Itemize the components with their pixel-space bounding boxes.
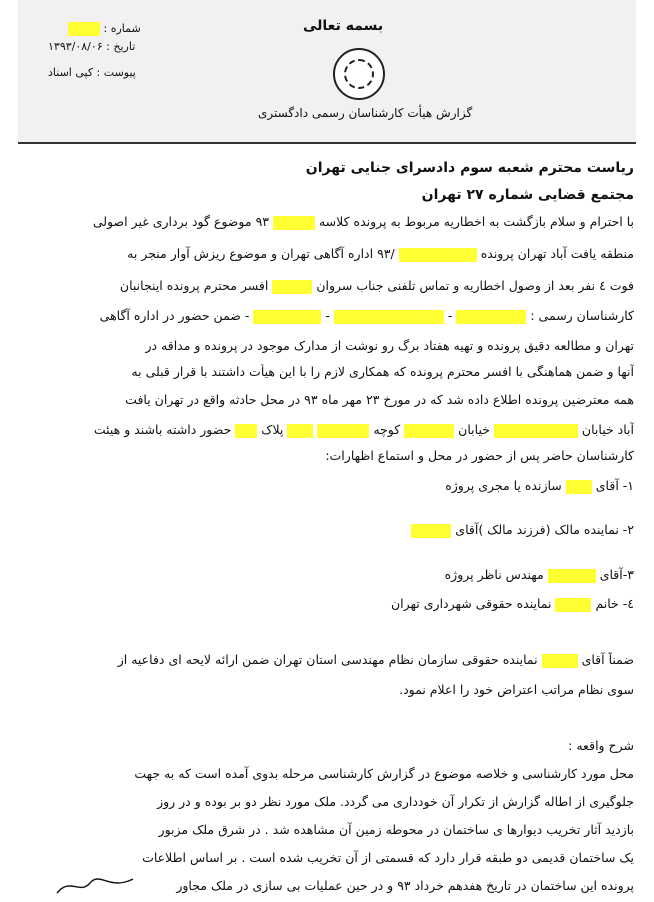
attendee-1: ۱- آقای سازنده یا مجری پروژه — [445, 478, 634, 493]
facts-heading: شرح واقعه : — [568, 738, 634, 753]
emblem-logo — [333, 48, 385, 100]
letterhead — [18, 0, 636, 144]
note-line-2: سوی نظام مراتب اعتراض خود را اعلام نمود. — [399, 682, 634, 697]
redacted-number — [68, 22, 100, 36]
signature-scribble — [55, 875, 135, 897]
date-value: ۱۳۹۳/۰۸/۰۶ — [48, 40, 103, 53]
redaction — [411, 524, 451, 538]
number-row: شماره : — [68, 22, 141, 36]
attendee-2: ۲- نماینده مالک (فرزند مالک )آقای — [411, 522, 634, 538]
body-line-1: با احترام و سلام بازگشت به اخطاریه مربوط به پرونده کلاسه ۹۳ موضوع گود برداری غیر اصولی — [92, 214, 634, 229]
attendee-4: ٤- خانم نماینده حقوقی شهرداری تهران — [391, 596, 634, 611]
redaction — [542, 654, 578, 668]
addressee-line-2: مجتمع قضایی شماره ۲۷ تهران — [421, 187, 634, 203]
bismillah: بسمه تعالی — [303, 18, 384, 34]
redaction — [273, 216, 315, 230]
facts-line-4: یک ساختمان قدیمی دو طبقه قرار دارد که قسمتی از آن تخریب شده است . بر اساس اطلاعات — [142, 850, 634, 865]
redaction — [548, 569, 596, 583]
attachment-label: پیوست : کپی اسناد — [48, 66, 136, 79]
report-title: گزارش هیأت کارشناسان رسمی دادگستری — [258, 106, 473, 120]
body-line-9: کارشناسان حاضر پس از حضور در محل و استماع اظهارات: — [325, 448, 634, 463]
attendee-3: ۳-آقای مهندس ناظر پروژه — [444, 567, 634, 582]
redaction — [287, 424, 313, 438]
redaction — [272, 280, 312, 294]
redaction — [235, 424, 257, 438]
redaction — [494, 424, 578, 438]
date-row: تاریخ : ۱۳۹۳/۰۸/۰۶ — [48, 40, 136, 53]
body-line-8: آباد خیابان خیابان کوچه پلاک حضور داشته باشند و هیئت — [93, 422, 634, 437]
redaction — [566, 480, 592, 494]
body-line-2: منطقه یافت آباد تهران پرونده /۹۳ اداره آگاهی تهران و موضوع ریزش آوار منجر به — [127, 246, 634, 261]
addressee-line-1: ریاست محترم شعبه سوم دادسرای جنایی تهران — [305, 160, 634, 176]
facts-line-1: محل مورد کارشناسی و خلاصه موضوع در گزارش کارشناسی مرحله بدوی آمده است که به جهت — [134, 766, 634, 781]
facts-line-2: جلوگیری از اطاله گزارش از تکرار آن خودداری می گردد. ملک مورد نظر دو بر بوده و در روز — [157, 794, 634, 809]
redaction — [404, 424, 454, 438]
body-line-5: تهران و مطالعه دقیق پرونده و تهیه هفتاد برگ رو نوشت از مدارک موجود در پرونده و مداقه در — [145, 338, 634, 353]
redaction — [317, 424, 369, 438]
redaction — [555, 598, 591, 612]
redaction — [334, 310, 444, 324]
redaction — [456, 310, 526, 324]
facts-line-5: پرونده این ساختمان در تاریخ هفدهم خرداد ۹۳ و در حین عملیات بی سازی در ملک مجاور — [176, 878, 634, 893]
body-line-6: آنها و ضمن هماهنگی با افسر محترم پرونده که همکاری لازم را با این هیأت داشتند با قرار قبلی به — [131, 364, 634, 379]
note-line-1: ضمناً آقای نماینده حقوقی سازمان نظام مهندسی استان تهران ضمن ارائه لایحه ای دفاعیه از — [117, 652, 634, 667]
redaction — [253, 310, 321, 324]
facts-line-3: بازدید آثار تخریب دیوارها ی ساختمان در محوطه زمین آن مشاهده شد . در شرق ملک مزبور — [158, 822, 634, 837]
redaction — [399, 248, 477, 262]
body-line-3: فوت ٤ نفر بعد از وصول اخطاریه و تماس تلفنی جناب سروان افسر محترم پرونده اینجانبان — [119, 278, 634, 293]
body-line-4: کارشناسان رسمی : - - - ضمن حضور در اداره آگاهی — [99, 308, 634, 323]
body-line-7: همه معترضین پرونده اطلاع داده شد که در مورخ ۲۳ مهر ماه ۹۳ در محل حادثه واقع در تهران یافت — [125, 392, 634, 407]
